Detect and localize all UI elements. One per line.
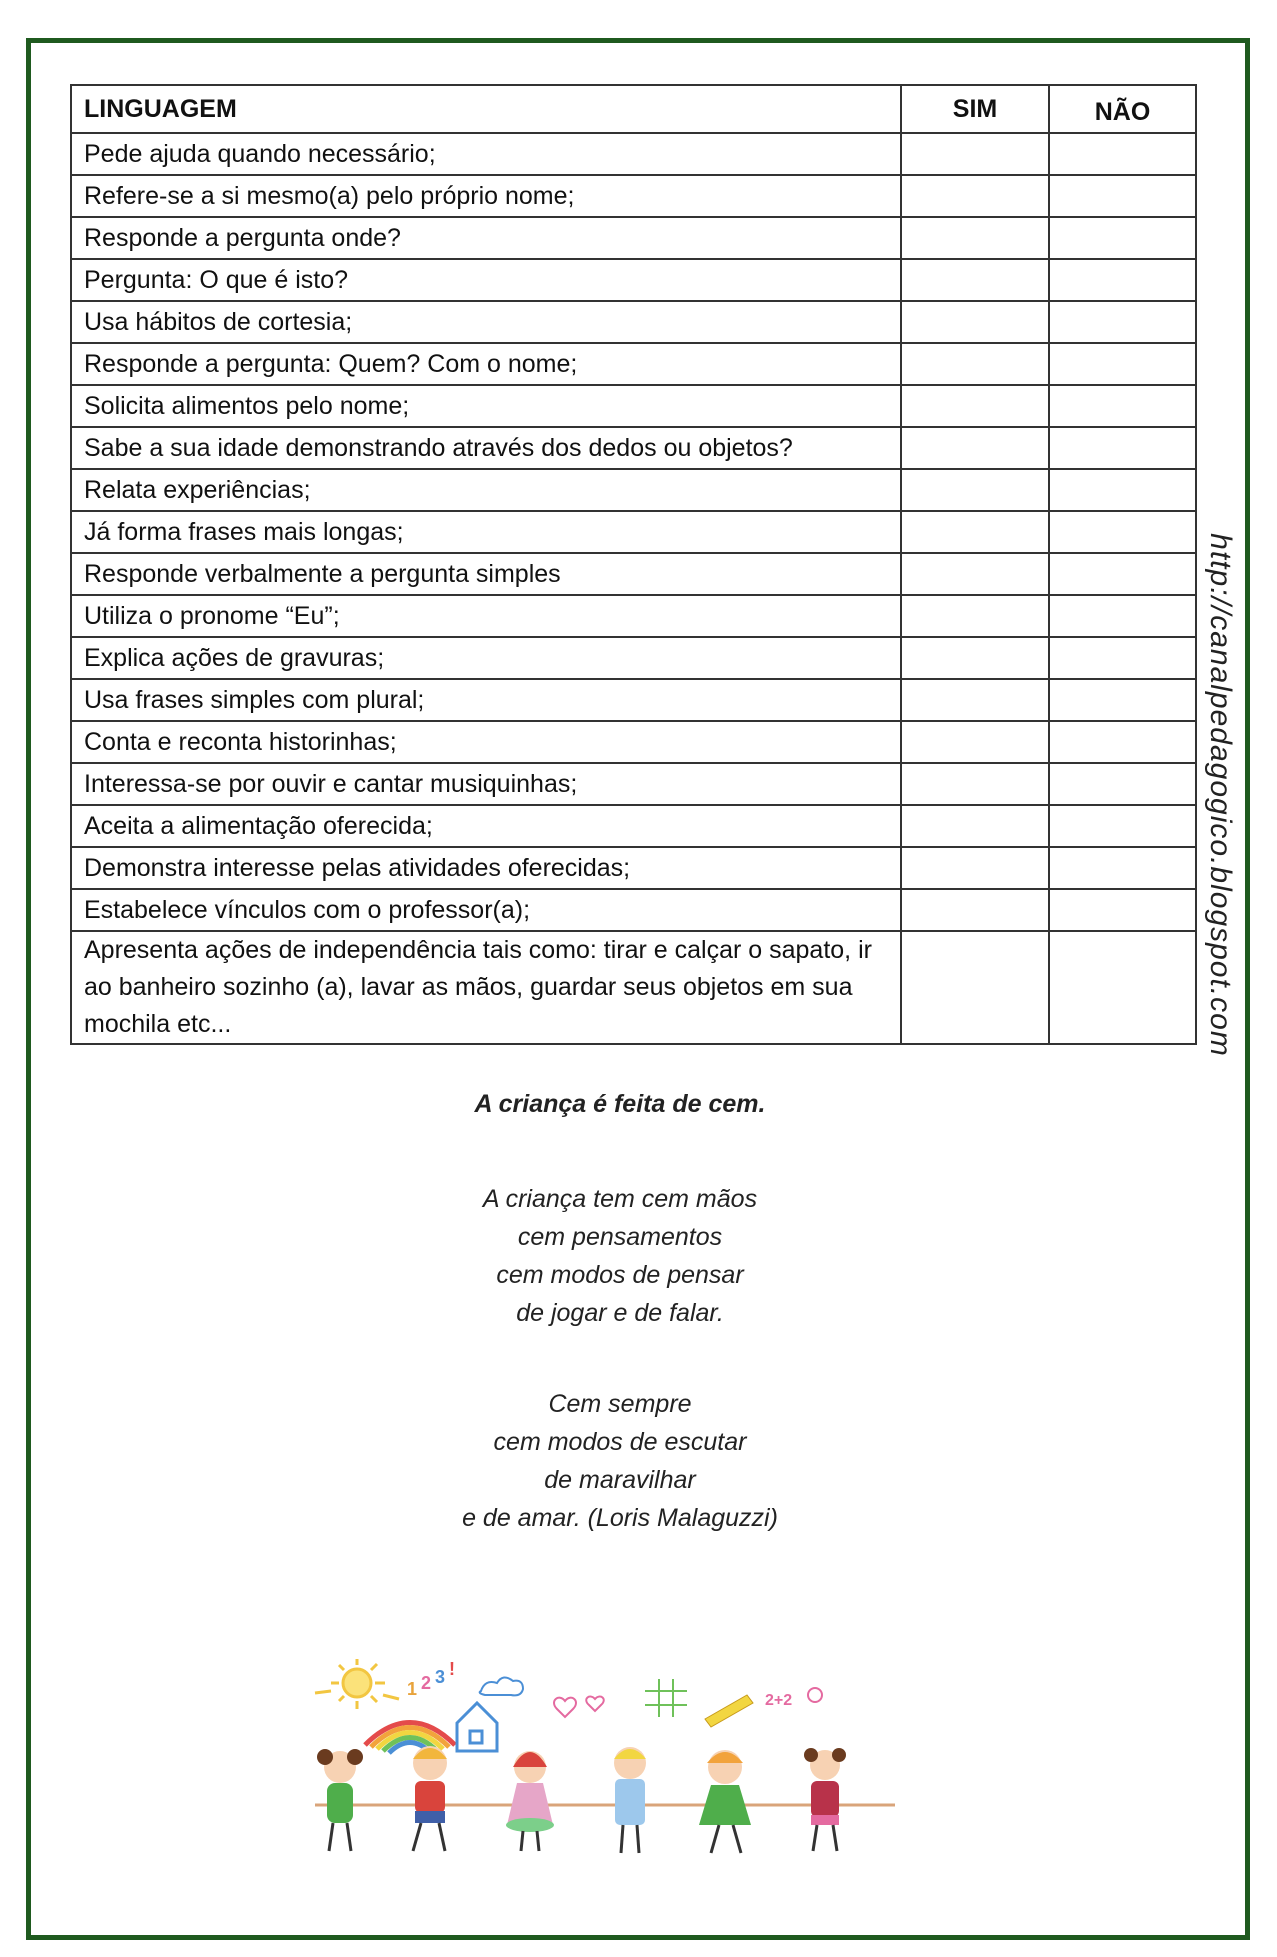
criterion-cell: Estabelece vínculos com o professor(a); bbox=[71, 889, 901, 931]
criterion-cell: Conta e reconta historinhas; bbox=[71, 721, 901, 763]
poem-line: cem modos de escutar bbox=[493, 1428, 747, 1456]
poem-line: de maravilhar bbox=[544, 1466, 696, 1494]
nao-checkbox-cell[interactable] bbox=[1049, 343, 1196, 385]
criterion-cell: Refere-se a si mesmo(a) pelo próprio nome; bbox=[71, 175, 901, 217]
nao-checkbox-cell[interactable] bbox=[1049, 763, 1196, 805]
sim-checkbox-cell[interactable] bbox=[901, 679, 1049, 721]
poem-title: A criança é feita de cem. bbox=[474, 1090, 766, 1118]
sun-icon bbox=[315, 1659, 399, 1709]
tic-tac-toe-icon bbox=[645, 1679, 687, 1717]
sim-checkbox-cell[interactable] bbox=[901, 469, 1049, 511]
nao-checkbox-cell[interactable] bbox=[1049, 595, 1196, 637]
table-row bbox=[71, 385, 1196, 427]
doodle-number: ! bbox=[449, 1659, 455, 1679]
header-linguagem: LINGUAGEM bbox=[71, 85, 901, 133]
table-row bbox=[71, 343, 1196, 385]
criterion-cell: Sabe a sua idade demonstrando através dos dedos ou objetos? bbox=[71, 427, 901, 469]
criterion-cell: Pede ajuda quando necessário; bbox=[71, 133, 901, 175]
sim-checkbox-cell[interactable] bbox=[901, 637, 1049, 679]
criterion-cell: Demonstra interesse pelas atividades oferecidas; bbox=[71, 847, 901, 889]
child-figure-icon bbox=[317, 1749, 363, 1851]
nao-checkbox-cell[interactable] bbox=[1049, 427, 1196, 469]
sim-checkbox-cell[interactable] bbox=[901, 595, 1049, 637]
nao-checkbox-cell[interactable] bbox=[1049, 721, 1196, 763]
criterion-cell: Responde a pergunta onde? bbox=[71, 217, 901, 259]
blog-url-vertical: http://canalpedagogico.blogspot.com bbox=[1204, 533, 1237, 1057]
pencil-icon bbox=[705, 1695, 753, 1727]
sim-checkbox-cell[interactable] bbox=[901, 175, 1049, 217]
criterion-cell: Utiliza o pronome “Eu”; bbox=[71, 595, 901, 637]
criterion-cell: Já forma frases mais longas; bbox=[71, 511, 901, 553]
sim-checkbox-cell[interactable] bbox=[901, 301, 1049, 343]
spiral-icon bbox=[808, 1688, 822, 1702]
criterion-cell: Apresenta ações de independência tais como: tirar e calçar o sapato, ir ao banheiro sozinho (a), lavar as mãos, guardar seus objetos em sua mochila etc... bbox=[71, 931, 901, 1044]
table-row bbox=[71, 847, 1196, 889]
table-row bbox=[71, 553, 1196, 595]
table-row bbox=[71, 133, 1196, 175]
table-header-row bbox=[71, 85, 1196, 133]
nao-checkbox-cell[interactable] bbox=[1049, 889, 1196, 931]
poem-line: A criança tem cem mãos bbox=[482, 1185, 758, 1213]
table-row bbox=[71, 679, 1196, 721]
criterion-cell: Usa hábitos de cortesia; bbox=[71, 301, 901, 343]
nao-checkbox-cell[interactable] bbox=[1049, 133, 1196, 175]
nao-checkbox-cell[interactable] bbox=[1049, 679, 1196, 721]
language-checklist-table bbox=[70, 84, 1197, 1045]
doodle-number: 2 bbox=[421, 1673, 432, 1693]
sim-checkbox-cell[interactable] bbox=[901, 931, 1049, 1044]
poem-line: Cem sempre bbox=[548, 1390, 692, 1418]
nao-checkbox-cell[interactable] bbox=[1049, 469, 1196, 511]
sim-checkbox-cell[interactable] bbox=[901, 343, 1049, 385]
sim-checkbox-cell[interactable] bbox=[901, 553, 1049, 595]
table-row bbox=[71, 763, 1196, 805]
nao-checkbox-cell[interactable] bbox=[1049, 511, 1196, 553]
house-icon bbox=[457, 1703, 497, 1751]
criterion-cell: Responde verbalmente a pergunta simples bbox=[71, 553, 901, 595]
sim-checkbox-cell[interactable] bbox=[901, 805, 1049, 847]
table-row bbox=[71, 301, 1196, 343]
header-sim: SIM bbox=[901, 85, 1049, 133]
sim-checkbox-cell[interactable] bbox=[901, 133, 1049, 175]
poem-stanza-2 bbox=[300, 1385, 940, 1537]
table-row bbox=[71, 427, 1196, 469]
sim-checkbox-cell[interactable] bbox=[901, 217, 1049, 259]
table-row bbox=[71, 469, 1196, 511]
table-row bbox=[71, 721, 1196, 763]
poem-line: cem modos de pensar bbox=[496, 1261, 744, 1289]
nao-checkbox-cell[interactable] bbox=[1049, 301, 1196, 343]
criterion-cell: Interessa-se por ouvir e cantar musiquinhas; bbox=[71, 763, 901, 805]
table-row bbox=[71, 217, 1196, 259]
child-figure-icon bbox=[699, 1750, 751, 1853]
table-row bbox=[71, 175, 1196, 217]
child-figure-icon bbox=[614, 1747, 646, 1853]
doodle-number: 3 bbox=[435, 1667, 446, 1687]
nao-checkbox-cell[interactable] bbox=[1049, 805, 1196, 847]
nao-checkbox-cell[interactable] bbox=[1049, 385, 1196, 427]
nao-checkbox-cell[interactable] bbox=[1049, 553, 1196, 595]
nao-checkbox-cell[interactable] bbox=[1049, 175, 1196, 217]
criterion-cell: Pergunta: O que é isto? bbox=[71, 259, 901, 301]
table-row bbox=[71, 889, 1196, 931]
doodle-number: 1 bbox=[407, 1679, 418, 1699]
table-row bbox=[71, 511, 1196, 553]
sim-checkbox-cell[interactable] bbox=[901, 763, 1049, 805]
rainbow-icon bbox=[365, 1723, 455, 1754]
cloud-icon bbox=[480, 1677, 523, 1695]
poem-line: de jogar e de falar. bbox=[516, 1299, 724, 1327]
table-row bbox=[71, 259, 1196, 301]
criterion-cell: Relata experiências; bbox=[71, 469, 901, 511]
sim-checkbox-cell[interactable] bbox=[901, 847, 1049, 889]
sim-checkbox-cell[interactable] bbox=[901, 889, 1049, 931]
table-row bbox=[71, 595, 1196, 637]
sim-checkbox-cell[interactable] bbox=[901, 721, 1049, 763]
poem-stanza-1 bbox=[300, 1180, 940, 1332]
poem-line: cem pensamentos bbox=[517, 1223, 723, 1251]
nao-checkbox-cell[interactable] bbox=[1049, 847, 1196, 889]
sim-checkbox-cell[interactable] bbox=[901, 385, 1049, 427]
table-row bbox=[71, 805, 1196, 847]
nao-checkbox-cell[interactable] bbox=[1049, 931, 1196, 1044]
criterion-cell: Aceita a alimentação oferecida; bbox=[71, 805, 901, 847]
doodle-math: 2+2 bbox=[765, 1692, 793, 1709]
criterion-cell: Solicita alimentos pelo nome; bbox=[71, 385, 901, 427]
table-row bbox=[71, 637, 1196, 679]
child-figure-icon bbox=[413, 1746, 447, 1851]
nao-checkbox-cell[interactable] bbox=[1049, 637, 1196, 679]
header-nao: NÃO bbox=[1049, 85, 1196, 133]
criterion-cell: Responde a pergunta: Quem? Com o nome; bbox=[71, 343, 901, 385]
nao-checkbox-cell[interactable] bbox=[1049, 217, 1196, 259]
criterion-cell: Explica ações de gravuras; bbox=[71, 637, 901, 679]
sim-checkbox-cell[interactable] bbox=[901, 259, 1049, 301]
sim-checkbox-cell[interactable] bbox=[901, 427, 1049, 469]
children-illustration bbox=[295, 1655, 915, 1870]
criterion-cell: Usa frases simples com plural; bbox=[71, 679, 901, 721]
poem-line: e de amar. (Loris Malaguzzi) bbox=[462, 1504, 778, 1532]
child-figure-icon bbox=[804, 1748, 846, 1851]
child-figure-icon bbox=[506, 1751, 554, 1851]
nao-checkbox-cell[interactable] bbox=[1049, 259, 1196, 301]
table-row bbox=[71, 931, 1196, 1044]
sim-checkbox-cell[interactable] bbox=[901, 511, 1049, 553]
heart-icon bbox=[554, 1697, 604, 1717]
